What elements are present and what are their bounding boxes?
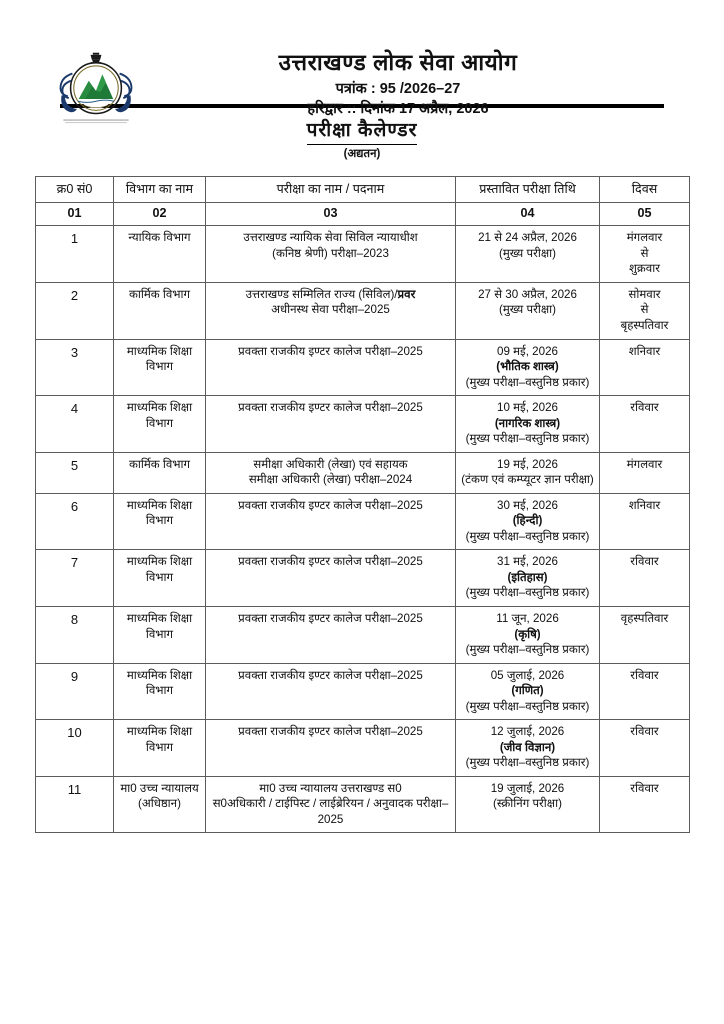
department-name-value: कार्मिक विभाग [128, 287, 191, 301]
exam-date-value: 11 जून, 2026 [496, 611, 559, 625]
table-row [36, 226, 690, 283]
serial-number-value: 6 [70, 498, 79, 514]
exam-subject-label: (गणित) [511, 684, 544, 698]
organization-title: उत्तराखण्ड लोक सेवा आयोग [278, 50, 518, 75]
exam-type-note: (मुख्य परीक्षा) [498, 246, 557, 260]
department-name-value: कार्मिक विभाग [128, 457, 191, 471]
cell-exam-name [206, 396, 456, 453]
page-title: परीक्षा कैलेण्डर [307, 120, 418, 145]
exam-name-line-1: समीक्षा अधिकारी (लेखा) एवं सहायक [253, 457, 408, 471]
column-header-exam-date: प्रस्तावित परीक्षा तिथि [456, 176, 600, 203]
exam-name-line-2: अधीनस्थ सेवा परीक्षा–2025 [271, 303, 390, 317]
cell-department-name [114, 720, 206, 777]
cell-day [600, 339, 690, 396]
exam-name-line-1: प्रवक्ता राजकीय इण्टर कालेज परीक्षा–2025 [238, 498, 423, 512]
cell-day [600, 396, 690, 453]
cell-serial-number [36, 493, 114, 550]
department-name-value: माध्यमिक शिक्षा विभाग [126, 498, 193, 528]
cell-day [600, 606, 690, 663]
exam-type-note: (मुख्य परीक्षा–वस्तुनिष्ठ प्रकार) [465, 432, 590, 446]
day-value-line: मंगलवार [626, 457, 663, 471]
exam-calendar-table-container [35, 176, 689, 834]
serial-number-value: 4 [70, 401, 79, 417]
exam-name-line-1: मा0 उच्च न्यायालय उत्तराखण्ड स0 [259, 781, 402, 795]
cell-serial-number [36, 452, 114, 493]
cell-serial-number [36, 282, 114, 339]
department-name-value: माध्यमिक शिक्षा विभाग [126, 555, 193, 584]
day-value-line: से [640, 303, 649, 317]
cell-serial-number [36, 339, 114, 396]
exam-subject-label: (इतिहास) [507, 570, 548, 584]
department-name-value: माध्यमिक शिक्षा विभाग [126, 668, 193, 698]
serial-number-value: 5 [70, 457, 79, 473]
day-value-line: से [640, 246, 649, 260]
cell-department-name [114, 226, 206, 283]
table-row [36, 452, 690, 493]
exam-name-line-1: प्रवक्ता राजकीय इण्टर कालेज परीक्षा–2025 [238, 555, 423, 569]
column-number-01: 01 [36, 203, 114, 226]
exam-name-line-1: प्रवक्ता राजकीय इण्टर कालेज परीक्षा–2025 [238, 725, 423, 739]
cell-exam-date [456, 339, 600, 396]
column-header-department: विभाग का नाम [114, 176, 206, 203]
cell-serial-number [36, 550, 114, 607]
cell-exam-date [456, 396, 600, 453]
exam-type-note: (मुख्य परीक्षा–वस्तुनिष्ठ प्रकार) [465, 375, 590, 389]
exam-name-line-1: प्रवक्ता राजकीय इण्टर कालेज परीक्षा–2025 [238, 611, 423, 625]
exam-type-note: (मुख्य परीक्षा–वस्तुनिष्ठ प्रकार) [465, 699, 590, 713]
cell-exam-date [456, 282, 600, 339]
department-name-value: माध्यमिक शिक्षा विभाग [126, 401, 193, 430]
serial-number-value: 1 [70, 231, 79, 247]
serial-number-value: 9 [70, 668, 79, 684]
table-row [36, 606, 690, 663]
cell-department-name [114, 776, 206, 833]
department-name-value: न्यायिक विभाग [128, 231, 191, 245]
exam-subject-label: (हिन्दी) [512, 514, 543, 528]
cell-day [600, 776, 690, 833]
exam-subject-label: (जीव विज्ञान) [499, 740, 556, 754]
table-row [36, 720, 690, 777]
exam-type-note: (मुख्य परीक्षा–वस्तुनिष्ठ प्रकार) [465, 643, 590, 657]
exam-type-note: (मुख्य परीक्षा–वस्तुनिष्ठ प्रकार) [465, 756, 590, 770]
cell-day [600, 663, 690, 720]
department-name-value: मा0 उच्च न्यायालय (अधिष्ठान) [120, 781, 199, 811]
exam-name-line-2: (कनिष्ठ श्रेणी) परीक्षा–2023 [272, 246, 389, 260]
cell-exam-date [456, 776, 600, 833]
exam-name-line-1: उत्तराखण्ड सम्मिलित राज्य (सिविल)/प्रवर [245, 287, 416, 301]
cell-department-name [114, 452, 206, 493]
column-header-day: दिवस [600, 176, 690, 203]
day-value-line: रविवार [630, 668, 659, 682]
serial-number-value: 10 [67, 725, 82, 741]
cell-exam-name [206, 663, 456, 720]
cell-exam-date [456, 550, 600, 607]
cell-department-name [114, 339, 206, 396]
table-head [36, 176, 690, 226]
cell-exam-date [456, 226, 600, 283]
serial-number-value: 11 [67, 781, 82, 797]
cell-serial-number [36, 226, 114, 283]
day-value-line: वृहस्पतिवार [620, 611, 669, 625]
day-value-line: शनिवार [628, 498, 661, 512]
column-number-05: 05 [600, 203, 690, 226]
cell-exam-name [206, 776, 456, 833]
exam-subject-label: (भौतिक शास्त्र) [496, 360, 559, 374]
cell-day [600, 550, 690, 607]
cell-exam-name [206, 720, 456, 777]
table-body [36, 226, 690, 833]
exam-subject-label: (कृषि) [514, 627, 541, 641]
exam-name-line-1: उत्तराखण्ड न्यायिक सेवा सिविल न्यायाधीश [243, 231, 418, 245]
cell-day [600, 226, 690, 283]
cell-department-name [114, 282, 206, 339]
table-row [36, 493, 690, 550]
day-value-line: बृहस्पतिवार [620, 319, 669, 332]
cell-day [600, 282, 690, 339]
cell-department-name [114, 550, 206, 607]
cell-exam-date [456, 663, 600, 720]
column-number-02: 02 [114, 203, 206, 226]
exam-date-value: 05 जुलाई, 2026 [490, 668, 565, 682]
cell-exam-date [456, 606, 600, 663]
serial-number-value: 2 [70, 287, 79, 303]
exam-name-line-1: प्रवक्ता राजकीय इण्टर कालेज परीक्षा–2025 [238, 401, 423, 415]
exam-name-line-1: प्रवक्ता राजकीय इण्टर कालेज परीक्षा–2025 [238, 344, 423, 358]
cell-exam-name [206, 339, 456, 396]
column-number-04: 04 [456, 203, 600, 226]
serial-number-value: 7 [70, 555, 79, 571]
day-value-line: रविवार [630, 781, 659, 795]
emblem-container [44, 48, 148, 128]
exam-name-line-2: समीक्षा अधिकारी (लेखा) परीक्षा–2024 [248, 473, 413, 487]
cell-serial-number [36, 776, 114, 833]
cell-exam-name [206, 282, 456, 339]
serial-number-value: 8 [70, 611, 79, 627]
document-masthead [0, 0, 724, 117]
cell-exam-name [206, 606, 456, 663]
uttarakhand-public-service-commission-emblem [50, 50, 142, 128]
day-value-line: रविवार [630, 725, 659, 739]
exam-date-value: 10 मई, 2026 [497, 401, 558, 415]
exam-date-value: 30 मई, 2026 [497, 498, 558, 512]
day-value-line: रविवार [630, 401, 659, 415]
exam-calendar-table [35, 176, 690, 834]
cell-department-name [114, 663, 206, 720]
column-header-exam-name: परीक्षा का नाम / पदनाम [206, 176, 456, 203]
serial-number-value: 3 [70, 344, 79, 360]
exam-type-note: (टंकण एवं कम्प्यूटर ज्ञान परीक्षा) [461, 473, 594, 487]
exam-date-value: 31 मई, 2026 [497, 555, 558, 569]
exam-type-note: (स्क्रीनिंग परीक्षा) [493, 797, 562, 811]
table-header-row [36, 176, 690, 203]
cell-department-name [114, 606, 206, 663]
department-name-value: माध्यमिक शिक्षा विभाग [126, 611, 193, 641]
cell-day [600, 452, 690, 493]
letter-number: पत्रांक : 95 /2026–27 [335, 80, 461, 97]
exam-date-value: 19 मई, 2026 [497, 457, 558, 471]
exam-type-note: (मुख्य परीक्षा–वस्तुनिष्ठ प्रकार) [465, 529, 590, 543]
cell-serial-number [36, 606, 114, 663]
day-value-line: सोमवार [628, 287, 661, 301]
place-and-date: हरिद्वार :: दिनांक 17 अप्रैल, 2026 [307, 100, 489, 117]
cell-exam-name [206, 493, 456, 550]
cell-exam-name [206, 226, 456, 283]
table-row [36, 282, 690, 339]
table-row [36, 396, 690, 453]
table-row [36, 663, 690, 720]
exam-date-value: 19 जुलाई, 2026 [490, 781, 565, 795]
exam-date-value: 09 मई, 2026 [497, 344, 558, 358]
cell-department-name [114, 396, 206, 453]
column-number-row [36, 203, 690, 226]
department-name-value: माध्यमिक शिक्षा विभाग [126, 725, 193, 754]
exam-type-note: (मुख्य परीक्षा) [498, 303, 557, 317]
table-row [36, 339, 690, 396]
table-row [36, 550, 690, 607]
day-value-line: मंगलवार [626, 231, 663, 245]
cell-exam-date [456, 452, 600, 493]
cell-serial-number [36, 396, 114, 453]
cell-exam-date [456, 493, 600, 550]
cell-department-name [114, 493, 206, 550]
department-name-value: माध्यमिक शिक्षा विभाग [126, 344, 193, 374]
exam-date-value: 21 से 24 अप्रैल, 2026 [478, 231, 577, 245]
exam-date-value: 27 से 30 अप्रैल, 2026 [478, 287, 577, 301]
cell-day [600, 720, 690, 777]
day-value-line: शुक्रवार [629, 262, 660, 276]
column-number-03: 03 [206, 203, 456, 226]
cell-serial-number [36, 720, 114, 777]
exam-subject-label: (नागरिक शास्त्र) [494, 416, 561, 430]
cell-exam-date [456, 720, 600, 777]
cell-serial-number [36, 663, 114, 720]
cell-exam-name [206, 550, 456, 607]
column-header-serial: क्र0 सं0 [36, 176, 114, 203]
cell-day [600, 493, 690, 550]
exam-name-line-2: स0अधिकारी / टाईपिस्ट / लाईब्रेरियन / अनुवादक परीक्षा– 2025 [212, 797, 449, 826]
day-value-line: रविवार [630, 555, 659, 569]
exam-type-note: (मुख्य परीक्षा–वस्तुनिष्ठ प्रकार) [465, 586, 590, 600]
masthead-text-block [148, 50, 684, 118]
table-row [36, 776, 690, 833]
exam-name-emphasis: प्रवर [397, 287, 416, 301]
cell-exam-name [206, 452, 456, 493]
page-subtitle: (अद्यतन) [343, 147, 381, 160]
exam-name-line-1: प्रवक्ता राजकीय इण्टर कालेज परीक्षा–2025 [238, 668, 423, 682]
day-value-line: शनिवार [628, 344, 661, 358]
exam-date-value: 12 जुलाई, 2026 [490, 725, 565, 739]
